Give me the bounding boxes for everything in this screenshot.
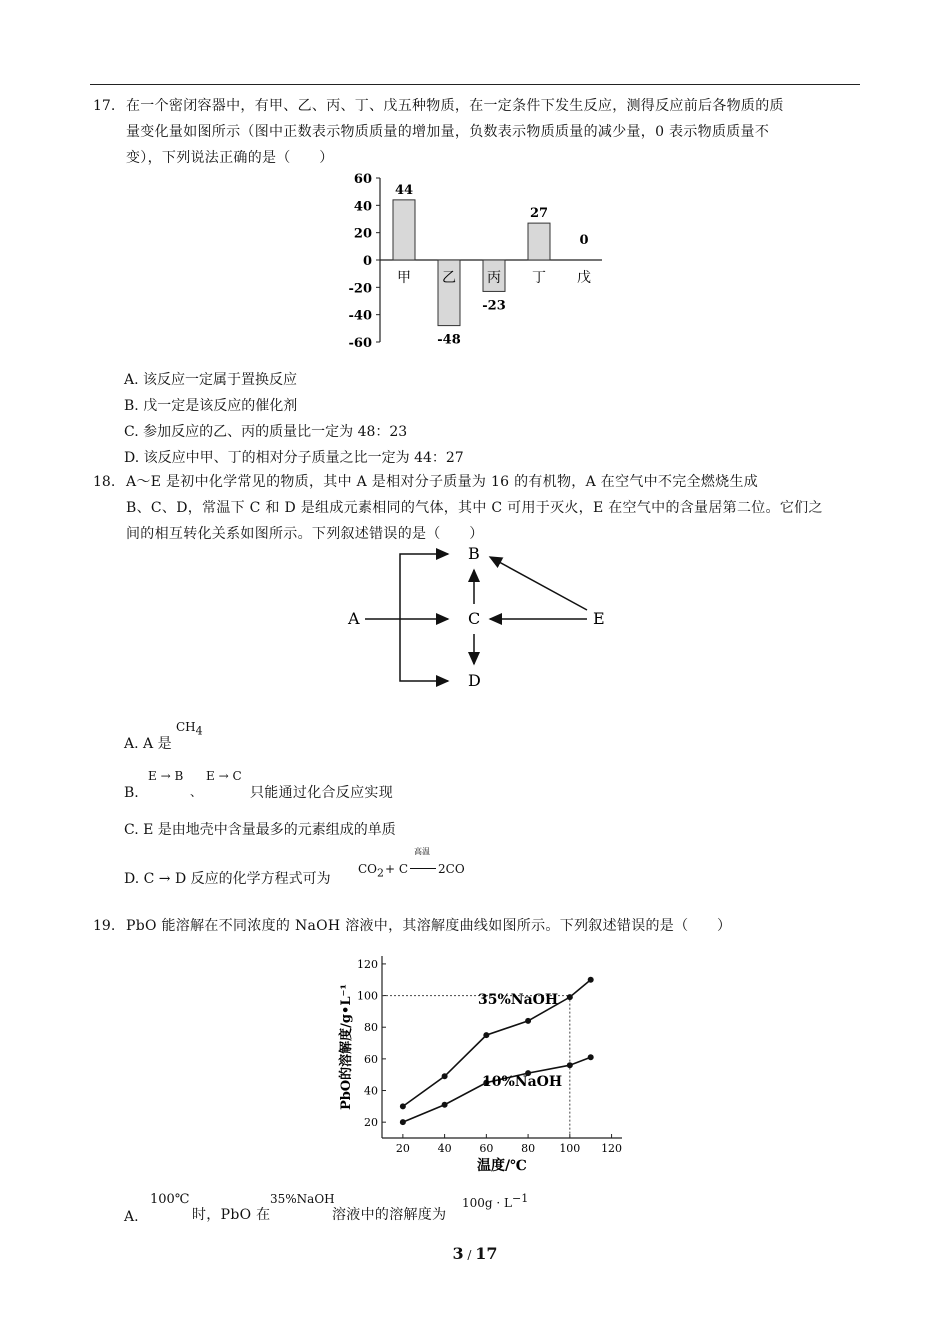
data-label: 0 [579, 233, 589, 248]
data-label: 44 [394, 182, 414, 198]
y-tick-label: 60 [364, 1052, 378, 1066]
q17-text-line1: 在一个密闭容器中，有甲、乙、丙、丁、戊五种物质，在一定条件下发生反应，测得反应前后各物质的质 [126, 98, 784, 114]
series-0-point [400, 1103, 406, 1109]
q18-option-a: A. A 是 [124, 736, 172, 752]
x-tick-label: 120 [601, 1142, 623, 1155]
y-axis-label: PbO的溶解度/g•L⁻¹ [339, 983, 354, 1111]
q19-option-a-text1: 时，PbO 在 [192, 1207, 271, 1223]
q18-transformation-diagram [330, 540, 620, 690]
series-0-point [442, 1073, 448, 1079]
q18-option-b-formula1: E → B [148, 769, 184, 783]
y-tick-label: 0 [362, 254, 372, 269]
series-0-point [588, 977, 594, 983]
q18-text-line2: B、C、D，常温下 C 和 D 是组成元素相同的气体，其中 C 可用于灭火，E 在空气中的含量居第二位。它们之 [126, 500, 823, 516]
category-label: 甲 [397, 270, 411, 286]
x-tick-label: 40 [437, 1142, 452, 1155]
y-tick-label: 100 [357, 989, 378, 1003]
q19-solubility-chart [330, 938, 630, 1178]
series-0-point [567, 994, 573, 1000]
data-label: -48 [437, 332, 461, 348]
category-label: 戊 [577, 270, 591, 286]
category-label: 丁 [532, 270, 546, 286]
y-tick-label: -20 [348, 281, 372, 297]
q19-number: 19. [93, 918, 116, 934]
x-tick-label: 20 [395, 1142, 410, 1155]
y-tick-label: 120 [357, 957, 378, 971]
bar-0 [393, 200, 415, 260]
series-1-point [400, 1119, 406, 1125]
arrow-e-b [490, 557, 587, 610]
y-tick-label: 80 [364, 1021, 378, 1035]
node-d: D [468, 671, 481, 690]
q18-option-a-formula: $CH_4$ [176, 720, 203, 738]
x-tick-label: 80 [521, 1142, 536, 1155]
q17-number: 17. [93, 98, 116, 114]
y-tick-label: -40 [348, 308, 372, 324]
arrow-a-d [400, 619, 448, 681]
q18-option-d-condition: 高温 [414, 847, 430, 856]
q19-option-a-text2: 溶液中的溶解度为 [332, 1207, 447, 1223]
q17-option-a: A. 该反应一定属于置换反应 [124, 372, 298, 388]
q19-option-a-solution: 35%NaOH [270, 1192, 335, 1206]
bar-3 [528, 223, 550, 260]
q18-option-b-text: 只能通过化合反应实现 [250, 785, 393, 801]
q19-option-a-prefix: A. [124, 1209, 139, 1225]
category-label: 丙 [487, 270, 501, 286]
q18-option-d-product: 2CO [438, 862, 465, 876]
y-tick-label: 60 [353, 172, 372, 187]
node-e: E [593, 609, 605, 628]
q18-option-b-prefix: B. [124, 785, 139, 801]
series-1-point [567, 1062, 573, 1068]
data-label: 27 [529, 206, 549, 222]
q18-option-b-separator: 、 [190, 785, 203, 799]
y-tick-label: 20 [364, 1116, 378, 1130]
q17-option-d: D. 该反应中甲、丁的相对分子质量之比一定为 44：27 [124, 450, 464, 466]
series-1-point [588, 1054, 594, 1060]
y-tick-label: 40 [353, 199, 372, 215]
page-number: 3 / 17 [452, 1244, 498, 1263]
x-tick-label: 100 [559, 1142, 581, 1155]
series-label: 10%NaOH [482, 1074, 563, 1090]
series-0-point [525, 1018, 531, 1024]
arrow-a-b [400, 554, 448, 619]
q18-text-line1: A～E 是初中化学常见的物质，其中 A 是相对分子质量为 16 的有机物，A 在空气中不完全燃烧生成 [126, 474, 759, 490]
y-tick-label: 40 [364, 1084, 378, 1098]
node-b: B [468, 544, 480, 563]
q18-option-d-prefix: D. C → D 反应的化学方程式可为 [124, 871, 331, 887]
q18-number: 18. [93, 474, 116, 490]
header-rule [90, 84, 860, 85]
node-c: C [468, 609, 481, 628]
q18-option-d-plus-c: + C [385, 862, 409, 876]
y-tick-label: 20 [353, 226, 372, 242]
q17-text-line2: 量变化量如图所示（图中正数表示物质质量的增加量，负数表示物质质量的减少量，0 表示物质质量不 [126, 124, 770, 140]
q19-text: PbO 能溶解在不同浓度的 NaOH 溶液中，其溶解度曲线如图所示。下列叙述错误的是（ ） [126, 918, 732, 934]
q17-option-c: C. 参加反应的乙、丙的质量比一定为 48：23 [124, 424, 408, 440]
q18-option-d-equals [410, 868, 436, 869]
series-label: 35%NaOH [478, 992, 559, 1008]
x-axis-label: 温度/℃ [477, 1158, 527, 1174]
node-a: A [348, 609, 360, 628]
q18-text-line3: 间的相互转化关系如图所示。下列叙述错误的是（ ） [126, 526, 484, 542]
q17-text-line3: 变），下列说法正确的是（ ） [126, 150, 334, 166]
q18-option-c: C. E 是由地壳中含量最多的元素组成的单质 [124, 822, 396, 838]
q19-option-a-value: $100g \cdot L^{-1}$ [462, 1192, 529, 1210]
x-tick-label: 60 [479, 1142, 494, 1155]
data-label: -23 [482, 298, 506, 314]
q18-option-d-co2: $CO_2$ [358, 862, 385, 880]
category-label: 乙 [442, 270, 456, 286]
q19-option-a-temp: 100℃ [150, 1192, 190, 1207]
q18-option-b-formula2: E → C [206, 769, 242, 783]
series-1-point [442, 1102, 448, 1108]
q17-option-b: B. 戊一定是该反应的催化剂 [124, 398, 298, 414]
y-tick-label: -60 [348, 336, 372, 351]
series-0-point [483, 1032, 489, 1038]
q17-bar-chart [330, 168, 620, 358]
